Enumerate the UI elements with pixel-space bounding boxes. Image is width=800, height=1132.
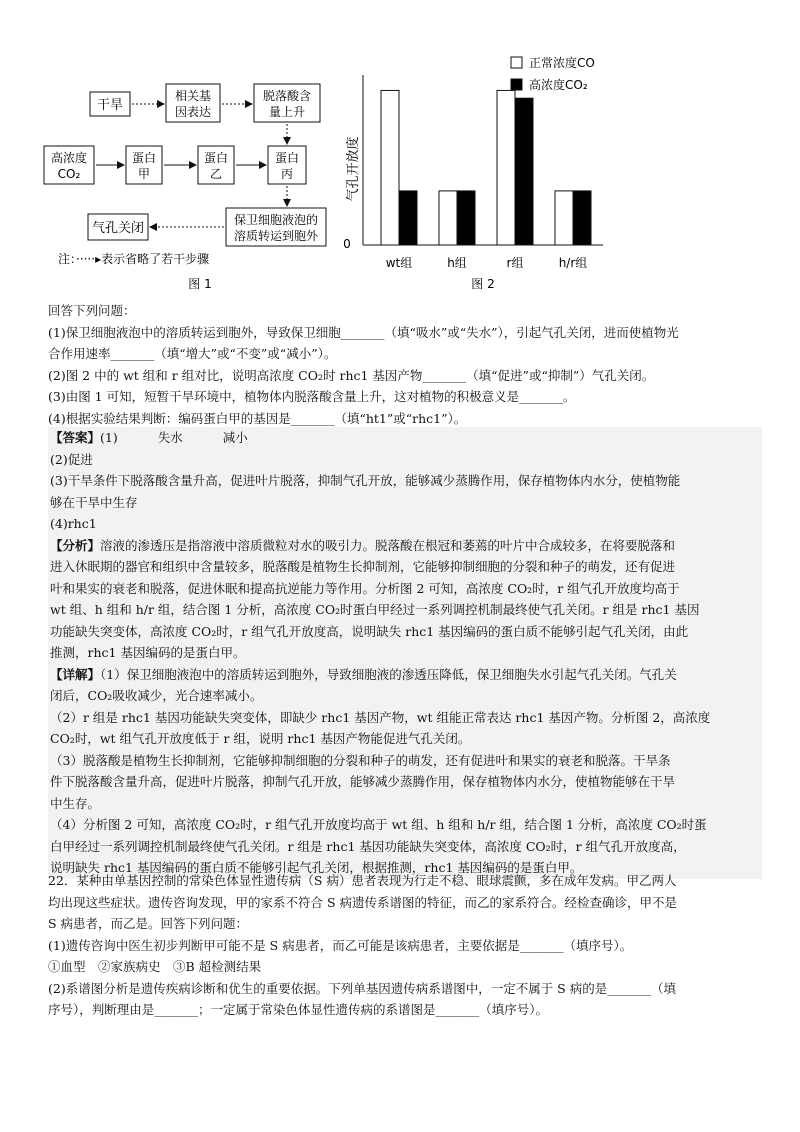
drought-label: 干旱 bbox=[96, 98, 124, 113]
legend-label-1: 正常浓度CO bbox=[529, 56, 595, 70]
protein-c-line1: 蛋白 bbox=[274, 151, 300, 165]
answer-1-num: (1) bbox=[100, 430, 118, 445]
bar-wt组-series2 bbox=[399, 191, 417, 245]
analysis-line6: 推测，rhc1 基因编码的是蛋白甲。 bbox=[50, 645, 246, 660]
detail-line6: 件下脱落酸含量升高，促进叶片脱落，抑制气孔开放，能够减少蒸腾作用，保存植物体内水分，使植物能够在干旱 bbox=[50, 774, 676, 789]
analysis-text1: 溶液的渗透压是指溶液中溶质微粒对水的吸引力。脱落酸在根冠和萎蔫的叶片中合成较多，在将要脱落和 bbox=[100, 537, 676, 553]
protein-b-line1: 蛋白 bbox=[203, 151, 229, 165]
detail-line1 bbox=[50, 664, 760, 686]
answer-label: 【答案】 bbox=[50, 430, 101, 445]
detail-text1: （1）保卫细胞液泡中的溶质转运到胞外，导致细胞液的渗透压降低，保卫细胞失水引起气孔关闭。气孔关 bbox=[100, 666, 677, 682]
figure-2-bar-chart bbox=[335, 45, 635, 300]
detail-line9: 白甲经过一系列调控机制最终使气孔关闭。r 组是 rhc1 基因功能缺失突变体，高浓度 CO₂时，r 组气孔开放度高， bbox=[50, 838, 686, 854]
detail-label: 【详解】 bbox=[50, 666, 101, 682]
q22-line6: (2)系谱图分析是遗传疾病诊断和优生的重要依据。下列单基因遗传病系谱图中，一定不属于 S 病的是_______（填 bbox=[48, 980, 676, 996]
q22-line1: 22．某种由单基因控制的常染色体显性遗传病（S 病）患者表现为行走不稳、眼球震颤，多在成年发病。甲乙两人 bbox=[48, 873, 677, 888]
aba-rise-line1: 脱落酸含 bbox=[262, 89, 312, 103]
high-co2-line1: 高浓度 bbox=[50, 151, 88, 165]
q22-line2: 均出现这些症状。遗传咨询发现，甲的家系不符合 S 病遗传系谱图的特征，而乙的家系符合。经检查确诊，甲不是 bbox=[48, 894, 678, 910]
guard-solute-line2: 溶质转运到胞外 bbox=[233, 229, 319, 243]
answer-2: (2)促进 bbox=[50, 451, 93, 467]
figure-1-diagram bbox=[40, 70, 340, 300]
analysis-line2: 进入休眠期的器官和组织中含量较多，脱落酸是植物生长抑制剂，它能够抑制细胞的分裂和种子的萌发，还有促进 bbox=[50, 559, 676, 574]
answer-3-line1: (3)干旱条件下脱落酸含量升高，促进叶片脱落，抑制气孔开放，能够减少蒸腾作用，保存植物体内水分，使植物能 bbox=[50, 473, 681, 488]
analysis-line5: 功能缺失突变体，高浓度 CO₂时，r 组气孔开放度高，说明缺失 rhc1 基因编码的蛋白质不能够引起气孔关闭，由此 bbox=[50, 623, 689, 639]
answer-4: (4)rhc1 bbox=[50, 516, 97, 531]
gene-expression-line2: 因表达 bbox=[174, 105, 212, 119]
figure2-caption: 图 2 bbox=[471, 277, 495, 291]
answer-1-value1: 失水 bbox=[157, 430, 183, 445]
legend-swatch-2 bbox=[511, 79, 522, 90]
q22-line5: ①血型 ②家族病史 ③B 超检测结果 bbox=[48, 959, 262, 974]
question-1-line2: 合作用速率_______（填“增大”或“不变”或“减小”）。 bbox=[48, 346, 337, 361]
detail-line10: 说明缺失 rhc1 基因编码的蛋白质不能够引起气孔关闭，根据推测，rhc1 基因编码的是蛋白甲。 bbox=[50, 860, 583, 875]
analysis-label: 【分析】 bbox=[50, 537, 101, 553]
answer-1-value2: 减小 bbox=[222, 430, 248, 445]
q22-line4: (1)遗传咨询中医生初步判断甲可能不是 S 病患者，而乙可能是该病患者，主要依据是_______（填序号）。 bbox=[48, 937, 633, 953]
bar-h组-series1 bbox=[439, 191, 457, 245]
q22-line3: S 病患者，而乙是。回答下列问题： bbox=[48, 916, 249, 931]
detail-line5: （3）脱落酸是植物生长抑制剂，它能够抑制细胞的分裂和种子的萌发，还有促进叶和果实的衰老和脱落。干旱条 bbox=[50, 752, 671, 768]
figure1-note: 注：·····▸表示省略了若干步骤 bbox=[58, 252, 210, 266]
questions-block bbox=[48, 300, 758, 429]
questions-intro: 回答下列问题： bbox=[48, 303, 136, 318]
question-1-line1: (1)保卫细胞液泡中的溶质转运到胞外，导致保卫细胞_______（填“吸水”或“失水”），引起气孔关闭，进而使植物光 bbox=[48, 324, 679, 340]
aba-rise-line2: 量上升 bbox=[268, 105, 306, 119]
gene-expression-line1: 相关基 bbox=[174, 89, 212, 103]
protein-a-line1: 蛋白 bbox=[131, 151, 157, 165]
protein-b-line2: 乙 bbox=[209, 167, 223, 181]
detail-line3: （2）r 组是 rhc1 基因功能缺失突变体，即缺少 rhc1 基因产物，wt 组能正常表达 rhc1 基因产物。分析图 2，高浓度 bbox=[50, 709, 711, 725]
protein-c-line2: 丙 bbox=[280, 167, 294, 181]
figure1-caption: 图 1 bbox=[188, 277, 212, 291]
q22-line7: 序号），判断理由是_______；一定属于常染色体显性遗传病的系谱图是_______（填序号）。 bbox=[48, 1002, 549, 1017]
x-tick-label: h/r组 bbox=[558, 256, 588, 270]
question-22-block bbox=[48, 870, 758, 1021]
analysis-line1 bbox=[50, 535, 760, 557]
y-axis-label: 气孔开放度 bbox=[346, 136, 361, 202]
bar-h组-series2 bbox=[457, 191, 475, 245]
detail-line4: CO₂时，wt 组气孔开放度低于 r 组，说明 rhc1 基因产物能促进气孔关闭。 bbox=[50, 731, 471, 746]
answer-analysis-block bbox=[48, 427, 762, 879]
guard-solute-line1: 保卫细胞液泡的 bbox=[233, 213, 319, 227]
x-tick-label: r组 bbox=[506, 256, 524, 270]
detail-line2: 闭后，CO₂吸收减少，光合速率减小。 bbox=[50, 688, 263, 703]
legend-label-2: 高浓度CO₂ bbox=[529, 78, 588, 92]
bar-r组-series1 bbox=[497, 90, 515, 245]
question-4: (4)根据实验结果判断：编码蛋白甲的基因是_______（填“ht1”或“rhc1”）。 bbox=[48, 410, 467, 426]
bar-h/r组-series1 bbox=[555, 191, 573, 245]
bar-r组-series2 bbox=[515, 98, 533, 245]
analysis-line3: 叶和果实的衰老和脱落，促进休眠和提高抗逆能力等作用。分析图 2 可知，高浓度 CO₂时，r 组气孔开放度均高于 bbox=[50, 580, 680, 596]
y-tick-zero: 0 bbox=[343, 237, 351, 251]
legend-swatch-1 bbox=[511, 57, 522, 68]
bar-h/r组-series2 bbox=[573, 191, 591, 245]
protein-a-line2: 甲 bbox=[137, 167, 151, 181]
answer-3-line2: 够在干旱中生存 bbox=[50, 494, 138, 510]
bar-wt组-series1 bbox=[381, 90, 399, 245]
stomata-close-label: 气孔关闭 bbox=[91, 221, 145, 236]
detail-line7: 中生存。 bbox=[50, 795, 101, 811]
high-co2-line2: CO₂ bbox=[57, 167, 81, 181]
analysis-line4: wt 组、h 组和 h/r 组，结合图 1 分析，高浓度 CO₂时蛋白甲经过一系列调控机制最终使气孔关闭。r 组是 rhc1 基因 bbox=[50, 602, 700, 617]
answer-line1 bbox=[50, 427, 760, 449]
detail-line8: （4）分析图 2 可知，高浓度 CO₂时，r 组气孔开放度均高于 wt 组、h 组和 h/r 组，结合图 1 分析，高浓度 CO₂时蛋 bbox=[50, 817, 707, 832]
x-tick-label: wt组 bbox=[385, 256, 413, 270]
x-tick-label: h组 bbox=[447, 256, 467, 270]
question-3: (3)由图 1 可知，短暂干旱环境中，植物体内脱落酸含量上升，这对植物的积极意义是_______。 bbox=[48, 389, 576, 404]
question-2: (2)图 2 中的 wt 组和 r 组对比，说明高浓度 CO₂时 rhc1 基因产物_______（填“促进”或“抑制”）气孔关闭。 bbox=[48, 367, 655, 383]
